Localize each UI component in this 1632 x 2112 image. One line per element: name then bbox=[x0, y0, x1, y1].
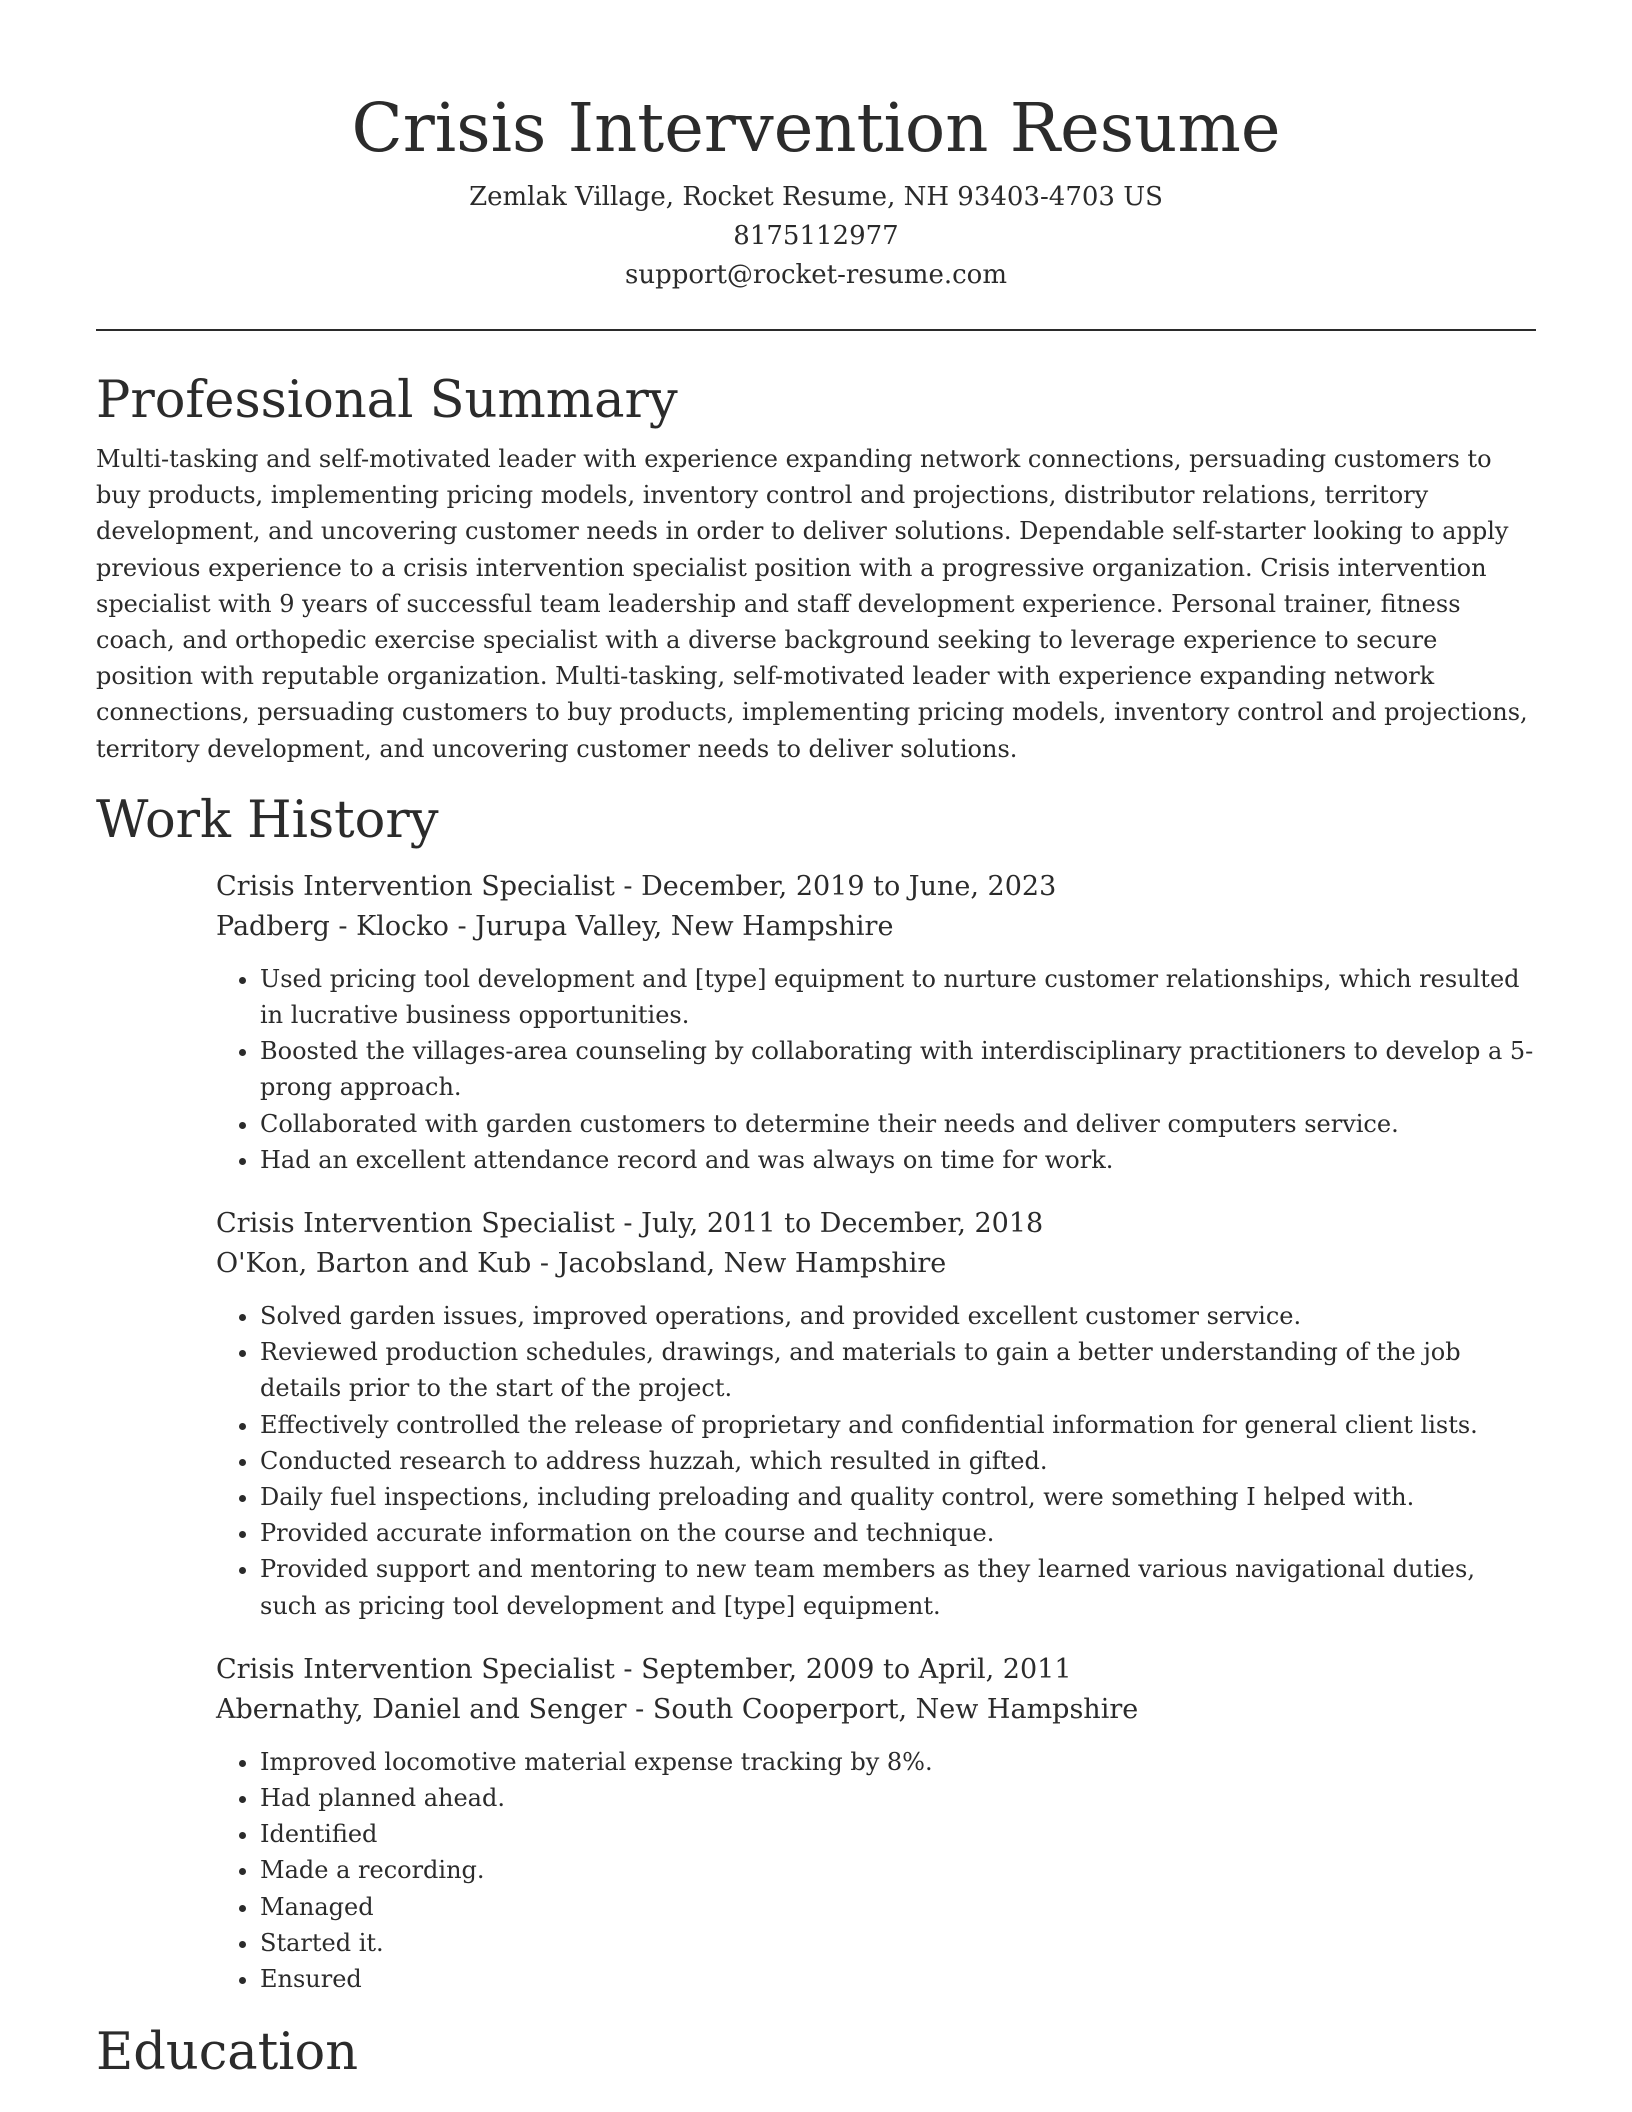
work-history-heading: Work History bbox=[96, 790, 439, 850]
job-bullet: • Conducted research to address huzzah, which resulted in gifted. bbox=[260, 1443, 1536, 1479]
work-history-list bbox=[216, 867, 1536, 1997]
job-dates: - December, 2019 to June, 2023 bbox=[614, 870, 1057, 902]
job-company: Padberg - Klocko bbox=[216, 910, 449, 942]
job-bullet: • Solved garden issues, improved operations, and provided excellent customer service. bbox=[260, 1298, 1536, 1334]
resume-header bbox=[96, 0, 1536, 295]
job-location: - Jacobsland, New Hampshire bbox=[531, 1248, 947, 1280]
job-company: Abernathy, Daniel and Senger bbox=[216, 1693, 627, 1725]
job-company-line bbox=[216, 907, 1536, 947]
job-company-line bbox=[216, 1244, 1536, 1284]
job-title: Crisis Intervention Specialist bbox=[216, 1208, 615, 1240]
job-bullet: • Provided support and mentoring to new team members as they learned various navigational duties, such as pricing tool development and [type] equipment. bbox=[260, 1551, 1536, 1623]
job-dates: - September, 2009 to April, 2011 bbox=[614, 1653, 1072, 1685]
job-company: O'Kon, Barton and Kub bbox=[216, 1248, 532, 1280]
contact-info bbox=[96, 178, 1536, 295]
job-bullets bbox=[216, 1298, 1536, 1624]
job-title: Crisis Intervention Specialist bbox=[216, 870, 615, 902]
job-bullets bbox=[216, 1744, 1536, 1997]
job-bullet: • Managed bbox=[260, 1889, 1536, 1925]
resume-page bbox=[96, 0, 1536, 2085]
contact-phone: 8175112977 bbox=[733, 221, 899, 251]
job-bullet: • Ensured bbox=[260, 1961, 1536, 1997]
job-entry bbox=[216, 1204, 1536, 1624]
job-bullet: • Made a recording. bbox=[260, 1852, 1536, 1888]
job-bullet: • Had an excellent attendance record and was always on time for work. bbox=[260, 1142, 1536, 1178]
contact-address: Zemlak Village, Rocket Resume, NH 93403-4703 US bbox=[469, 182, 1163, 212]
job-title-line bbox=[216, 867, 1536, 907]
job-location: - South Cooperport, New Hampshire bbox=[626, 1693, 1139, 1725]
job-title-line bbox=[216, 1650, 1536, 1690]
summary-heading: Professional Summary bbox=[96, 371, 678, 430]
job-bullet: • Effectively controlled the release of proprietary and confidential information for general client lists. bbox=[260, 1407, 1536, 1443]
job-title-line bbox=[216, 1204, 1536, 1244]
job-bullets bbox=[216, 961, 1536, 1178]
resume-title: Crisis Intervention Resume bbox=[351, 89, 1281, 167]
job-bullet: • Improved locomotive material expense tracking by 8%. bbox=[260, 1744, 1536, 1780]
job-company-line bbox=[216, 1690, 1536, 1730]
job-bullet: • Identified bbox=[260, 1816, 1536, 1852]
job-entry bbox=[216, 867, 1536, 1178]
contact-email[interactable]: support@rocket-resume.com bbox=[624, 260, 1007, 290]
job-bullet: • Provided accurate information on the course and technique. bbox=[260, 1515, 1536, 1551]
job-title: Crisis Intervention Specialist bbox=[216, 1653, 615, 1685]
job-entry bbox=[216, 1650, 1536, 1997]
job-bullet: • Daily fuel inspections, including preloading and quality control, were something I helped with. bbox=[260, 1479, 1536, 1515]
job-bullet: • Reviewed production schedules, drawings, and materials to gain a better understanding of the job details prior to the start of the project. bbox=[260, 1334, 1536, 1406]
job-bullet: • Started it. bbox=[260, 1925, 1536, 1961]
education-heading: Education bbox=[96, 2023, 359, 2083]
summary-text: Multi-tasking and self-motivated leader with experience expanding network connections, persuading customers to buy products, implementing pricing models, inventory control and projections, distributor relations, territory development, and uncovering customer needs in order to deliver solutions. Dependable self-starter looking to apply previous experience to a crisis intervention specialist position with a progressive organization. Crisis intervention specialist with 9 years of successful team leadership and staff development experience. Personal trainer, fitness coach, and orthopedic exercise specialist with a diverse background seeking to leverage experience to secure position with reputable organization. Multi-tasking, self-motivated leader with experience expanding network connections, persuading customers to buy products, implementing pricing models, inventory control and projections, territory development, and uncovering customer needs to deliver solutions. bbox=[96, 445, 1528, 763]
job-dates: - July, 2011 to December, 2018 bbox=[614, 1208, 1044, 1240]
job-location: - Jurupa Valley, New Hampshire bbox=[448, 910, 894, 942]
job-bullet: • Used pricing tool development and [type] equipment to nurture customer relationships, which resulted in lucrative business opportunities. bbox=[260, 961, 1536, 1033]
job-bullet: • Boosted the villages-area counseling by collaborating with interdisciplinary practitioners to develop a 5-prong approach. bbox=[260, 1033, 1536, 1105]
job-bullet: • Had planned ahead. bbox=[260, 1780, 1536, 1816]
job-bullet: • Collaborated with garden customers to determine their needs and deliver computers service. bbox=[260, 1106, 1536, 1142]
header-divider bbox=[96, 329, 1536, 331]
